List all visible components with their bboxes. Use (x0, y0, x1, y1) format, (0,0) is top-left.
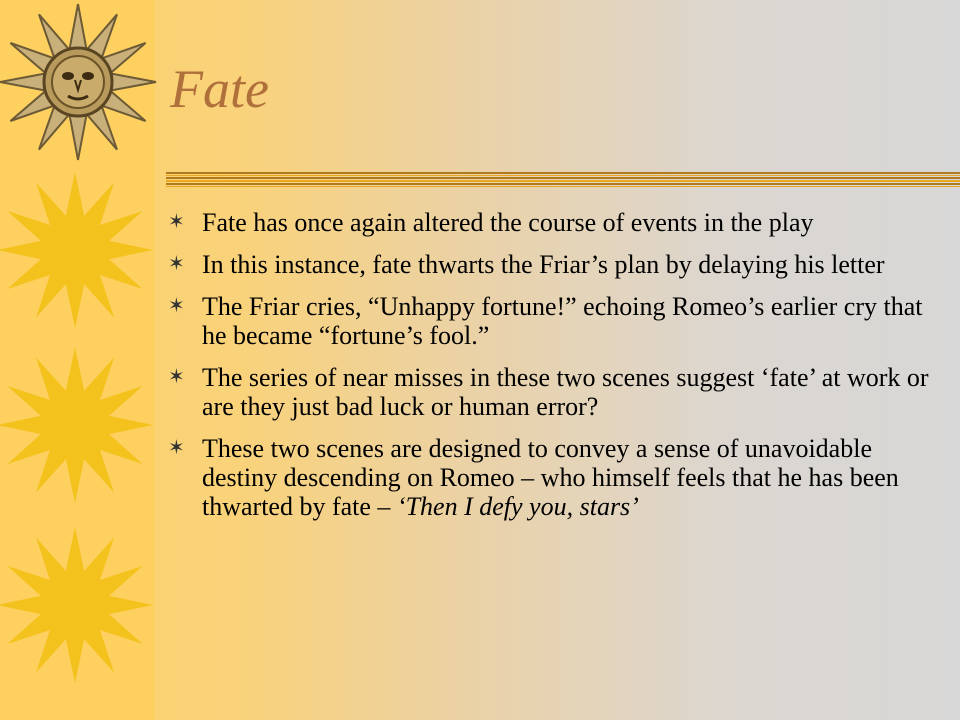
title-divider (166, 172, 960, 188)
star-bullet-icon: ✶ (168, 211, 185, 233)
sun-column (0, 0, 160, 720)
sun-icon (0, 527, 153, 683)
bullet-text: The Friar cries, “Unhappy fortune!” echoing Romeo’s earlier cry that he became “fortune’s fool.” (202, 292, 923, 350)
bullet-item (168, 208, 938, 237)
slide-title: Fate (170, 59, 269, 119)
bullet-text: These two scenes are designed to convey a sense of unavoidable destiny descending on Romeo – who himself feels that he has been thwarted by fate – (202, 434, 899, 521)
sun-icon (0, 172, 153, 328)
star-bullet-icon: ✶ (168, 295, 185, 317)
bullet-item (168, 250, 938, 279)
bullet-text: In this instance, fate thwarts the Friar’s plan by delaying his letter (202, 250, 885, 279)
bullet-item (168, 363, 938, 421)
star-bullet-icon: ✶ (168, 253, 185, 275)
sun-face-icon (0, 4, 156, 160)
star-bullet-icon: ✶ (168, 437, 185, 459)
bullet-item (168, 434, 938, 521)
bullet-text: Fate has once again altered the course of events in the play (202, 208, 814, 237)
bullet-list (168, 208, 938, 534)
bullet-text: The series of near misses in these two scenes suggest ‘fate’ at work or are they just bad luck or human error? (202, 363, 929, 421)
bullet-quote: ‘Then I defy you, stars’ (396, 492, 639, 521)
star-bullet-icon: ✶ (168, 366, 185, 388)
bullet-item (168, 292, 938, 350)
sun-icon (0, 347, 153, 503)
